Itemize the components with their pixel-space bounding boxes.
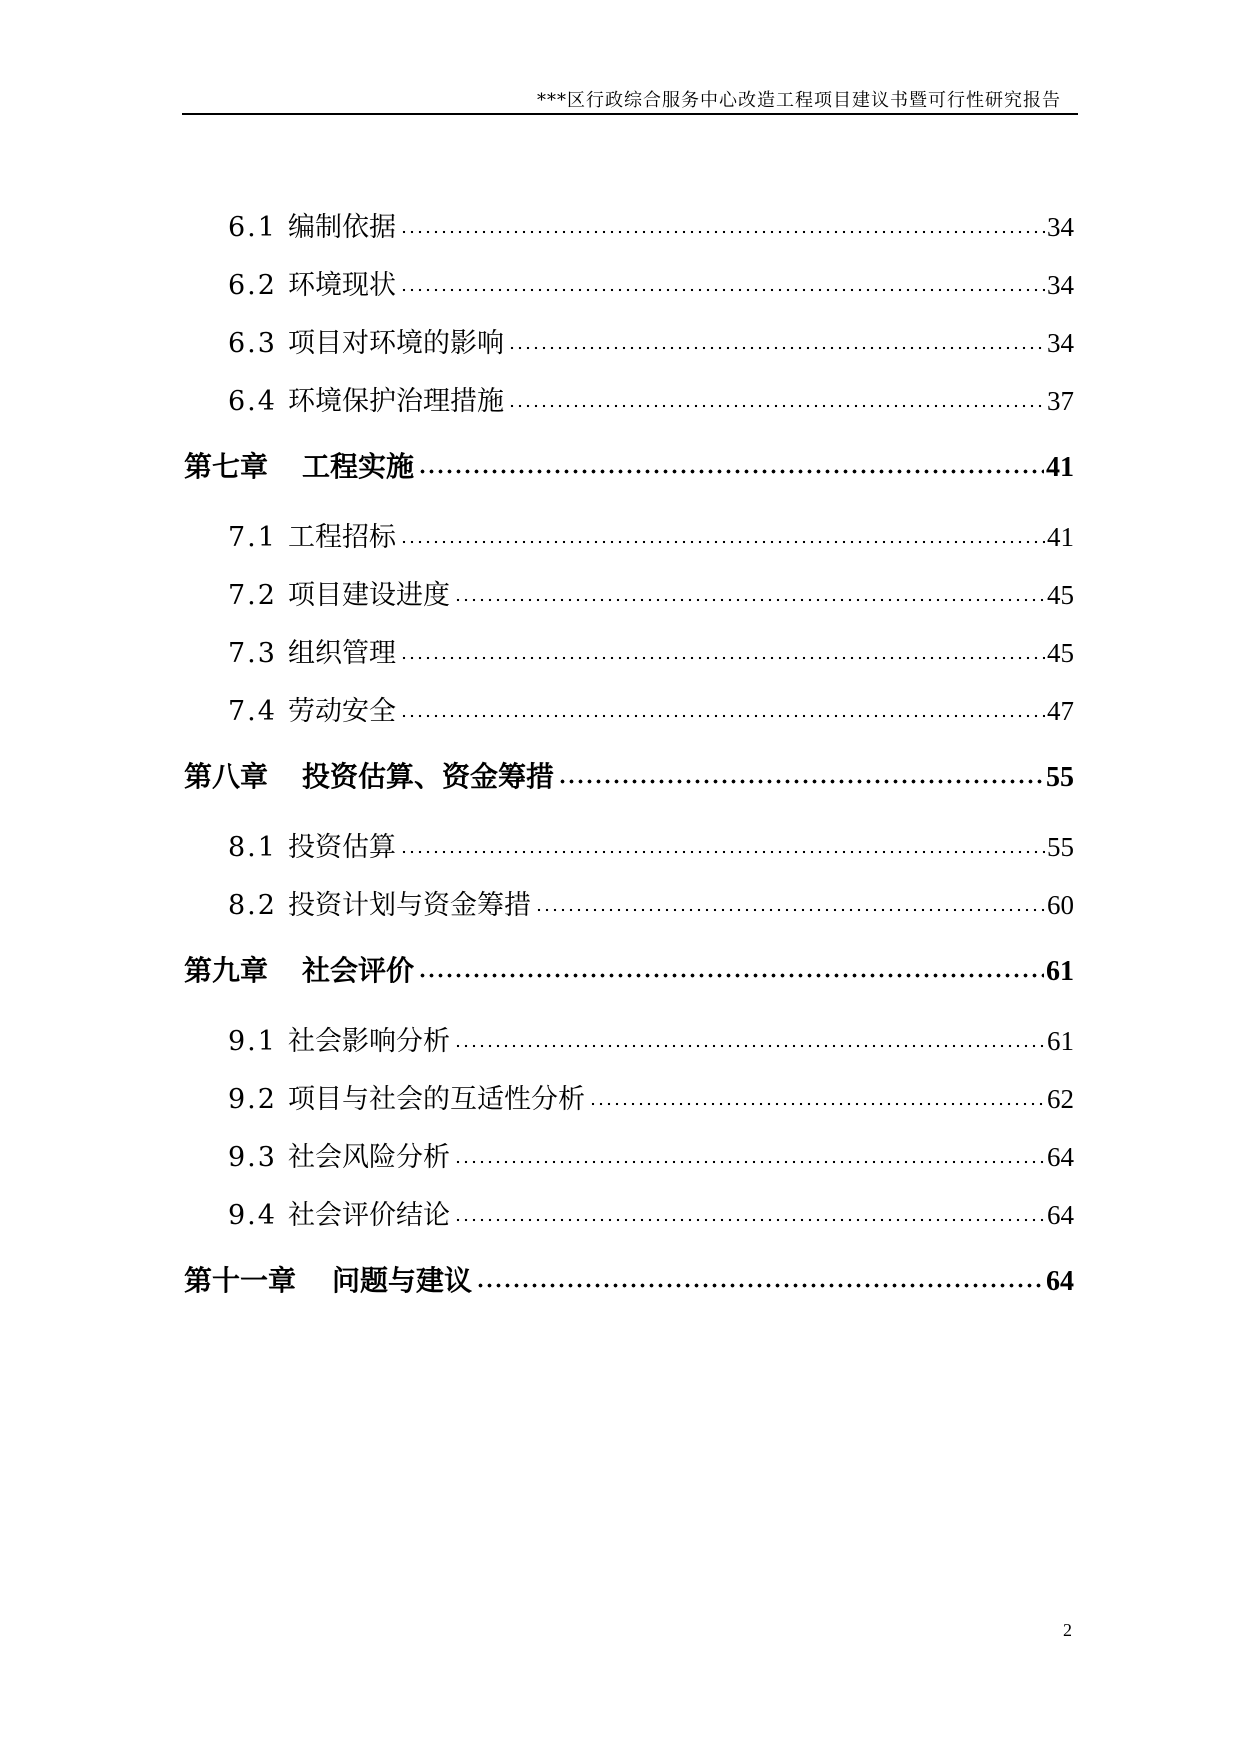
toc-entry-label: 项目与社会的互适性分析: [288, 1084, 585, 1115]
toc-entry-number: 9.1: [228, 1026, 277, 1057]
toc-entry-page: 55: [1047, 832, 1074, 862]
toc-entry-number: 9.4: [228, 1200, 277, 1231]
toc-entry-page: 34: [1047, 328, 1074, 358]
dot-leader: [454, 1199, 1045, 1226]
toc-entry-number: 8.2: [228, 890, 277, 921]
dot-leader: [400, 211, 1045, 238]
dot-leader: [400, 269, 1045, 296]
toc-entry-label: 编制依据: [288, 212, 396, 243]
dot-leader: [454, 1025, 1045, 1052]
toc-entry-number: 7.3: [228, 638, 277, 669]
toc-chapter-label: 问题与建议: [332, 1264, 473, 1297]
dot-leader: [418, 450, 1044, 478]
toc-chapter-label: 社会评价: [302, 954, 415, 987]
running-header-title: ***区行政综合服务中心改造工程项目建议书暨可行性研究报告: [537, 90, 1061, 111]
toc-entry-page: 62: [1047, 1084, 1074, 1114]
toc-entry-7-1[interactable]: [0, 515, 1241, 573]
toc-entry-6-2[interactable]: [0, 263, 1241, 321]
toc-entry-page: 41: [1047, 522, 1074, 552]
toc-entry-page: 47: [1047, 696, 1074, 726]
toc-chapter-7[interactable]: [0, 445, 1241, 505]
toc-chapter-8[interactable]: [0, 755, 1241, 815]
toc-entry-page: 34: [1047, 212, 1074, 242]
toc-chapter-page: 61: [1046, 956, 1074, 987]
toc-entry-label: 投资估算: [288, 832, 396, 863]
toc-entry-label: 社会风险分析: [288, 1142, 450, 1173]
toc-entry-7-4[interactable]: [0, 689, 1241, 747]
toc-entry-label: 工程招标: [288, 522, 396, 553]
toc-entry-page: 64: [1047, 1200, 1074, 1230]
toc-entry-number: 7.2: [228, 580, 277, 611]
dot-leader: [400, 831, 1045, 858]
dot-leader: [508, 327, 1045, 354]
toc-entry-page: 37: [1047, 386, 1074, 416]
toc-entry-6-1[interactable]: [0, 205, 1241, 263]
toc-entry-number: 9.3: [228, 1142, 277, 1173]
toc-entry-8-2[interactable]: [0, 883, 1241, 941]
toc-chapter-number: 第八章: [184, 760, 269, 793]
toc-entry-label: 劳动安全: [288, 696, 396, 727]
page-number: 2: [1063, 1620, 1072, 1640]
toc-entry-9-4[interactable]: [0, 1193, 1241, 1251]
toc-entry-number: 9.2: [228, 1084, 277, 1115]
toc-entry-9-2[interactable]: [0, 1077, 1241, 1135]
toc-chapter-label: 投资估算、资金筹措: [302, 760, 555, 793]
toc-entry-page: 34: [1047, 270, 1074, 300]
toc-entry-page: 61: [1047, 1026, 1074, 1056]
toc-entry-number: 6.1: [228, 212, 277, 243]
toc-entry-9-3[interactable]: [0, 1135, 1241, 1193]
toc-entry-number: 7.4: [228, 696, 277, 727]
dot-leader: [508, 385, 1045, 412]
toc-chapter-label: 工程实施: [302, 450, 415, 483]
dot-leader: [400, 637, 1045, 664]
toc-chapter-9[interactable]: [0, 949, 1241, 1009]
toc-entry-number: 6.3: [228, 328, 277, 359]
toc-entry-7-2[interactable]: [0, 573, 1241, 631]
toc-entry-label: 项目建设进度: [288, 580, 450, 611]
toc-entry-6-3[interactable]: [0, 321, 1241, 379]
toc-entry-8-1[interactable]: [0, 825, 1241, 883]
dot-leader: [400, 695, 1045, 722]
toc-entry-page: 45: [1047, 638, 1074, 668]
toc-entry-label: 社会评价结论: [288, 1200, 450, 1231]
toc-chapter-number: 第七章: [184, 450, 269, 483]
toc-entry-page: 45: [1047, 580, 1074, 610]
toc-entry-label: 组织管理: [288, 638, 396, 669]
toc-entry-number: 6.2: [228, 270, 277, 301]
dot-leader: [400, 521, 1045, 548]
toc-entry-label: 环境保护治理措施: [288, 386, 504, 417]
toc-chapter-page: 64: [1046, 1266, 1074, 1297]
toc-entry-6-4[interactable]: [0, 379, 1241, 437]
dot-leader: [454, 579, 1045, 606]
toc-chapter-page: 55: [1046, 762, 1074, 793]
dot-leader: [418, 954, 1044, 982]
toc-chapter-page: 41: [1046, 452, 1074, 483]
toc-entry-page: 64: [1047, 1142, 1074, 1172]
dot-leader: [589, 1083, 1045, 1110]
toc-entry-number: 6.4: [228, 386, 277, 417]
toc-entry-9-1[interactable]: [0, 1019, 1241, 1077]
dot-leader: [558, 760, 1044, 788]
table-of-contents: [0, 205, 1241, 1319]
toc-entry-label: 投资计划与资金筹措: [288, 890, 531, 921]
toc-entry-label: 项目对环境的影响: [288, 328, 504, 359]
toc-chapter-number: 第十一章: [184, 1264, 297, 1297]
dot-leader: [454, 1141, 1045, 1168]
toc-chapter-11[interactable]: [0, 1259, 1241, 1319]
toc-entry-7-3[interactable]: [0, 631, 1241, 689]
toc-entry-page: 60: [1047, 890, 1074, 920]
toc-entry-number: 7.1: [228, 522, 277, 553]
dot-leader: [535, 889, 1045, 916]
toc-entry-label: 社会影响分析: [288, 1026, 450, 1057]
toc-entry-number: 8.1: [228, 832, 277, 863]
header-rule: [182, 113, 1078, 115]
toc-chapter-number: 第九章: [184, 954, 269, 987]
toc-entry-label: 环境现状: [288, 270, 396, 301]
dot-leader: [476, 1264, 1044, 1292]
